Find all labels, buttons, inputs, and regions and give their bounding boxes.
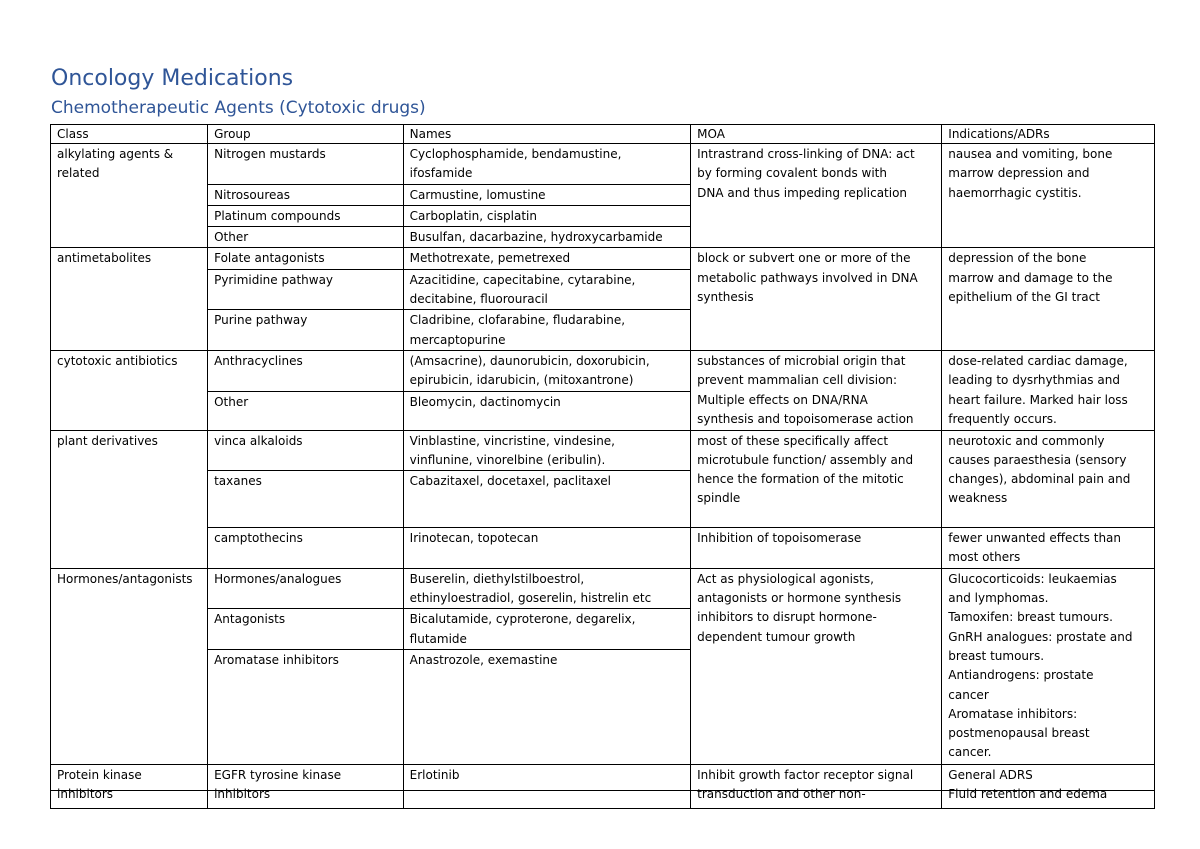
names-cell: Carboplatin, cisplatin xyxy=(403,205,690,226)
names-cell: Vinblastine, vincristine, vindesine, vinflunine, vinorelbine (eribulin). xyxy=(403,430,690,471)
names-cell: Erlotinib xyxy=(403,764,690,808)
adrs-cell: nausea and vomiting, bone marrow depression and haemorrhagic cystitis. xyxy=(942,144,1155,248)
group-cell: Anthracyclines xyxy=(208,350,404,391)
group-cell: Other xyxy=(208,227,404,248)
group-cell: Antagonists xyxy=(208,609,404,650)
document-subtitle: Chemotherapeutic Agents (Cytotoxic drugs) xyxy=(51,98,426,118)
group-cell: Other xyxy=(208,391,404,430)
adrs-cell: dose-related cardiac damage, leading to dysrhythmias and heart failure. Marked hair loss frequently occurs. xyxy=(942,350,1155,430)
group-cell: Aromatase inhibitors xyxy=(208,649,404,764)
group-cell: Platinum compounds xyxy=(208,205,404,226)
group-cell: Hormones/analogues xyxy=(208,568,404,609)
table-row xyxy=(51,430,1155,471)
group-cell: vinca alkaloids xyxy=(208,430,404,471)
names-cell: Cladribine, clofarabine, fludarabine, mercaptopurine xyxy=(403,310,690,351)
table-header-row xyxy=(51,125,1155,144)
names-cell: Buserelin, diethylstilboestrol, ethinyloestradiol, goserelin, histrelin etc xyxy=(403,568,690,609)
class-cell: Protein kinase inhibitors xyxy=(51,764,208,808)
group-cell: Nitrogen mustards xyxy=(208,144,404,185)
group-cell: taxanes xyxy=(208,471,404,528)
moa-cell: Act as physiological agonists, antagonists or hormone synthesis inhibitors to disrupt hormone- dependent tumour growth xyxy=(691,568,942,764)
medications-table-wrapper xyxy=(50,124,1155,802)
names-cell: Carmustine, lomustine xyxy=(403,184,690,205)
moa-cell: substances of microbial origin that prevent mammalian cell division: Multiple effects on DNA/RNA synthesis and topoisomerase action xyxy=(691,350,942,430)
names-cell: Methotrexate, pemetrexed xyxy=(403,248,690,269)
adrs-cell: fewer unwanted effects than most others xyxy=(942,528,1155,569)
group-cell: camptothecins xyxy=(208,528,404,569)
group-cell: Pyrimidine pathway xyxy=(208,269,404,310)
class-cell: alkylating agents & related xyxy=(51,144,208,248)
table-row xyxy=(51,568,1155,609)
adrs-cell: neurotoxic and commonly causes paraesthesia (sensory changes), abdominal pain and weakness xyxy=(942,430,1155,528)
class-cell: plant derivatives xyxy=(51,430,208,568)
header-indications-adrs: Indications/ADRs xyxy=(942,125,1155,144)
group-cell: Folate antagonists xyxy=(208,248,404,269)
moa-cell: Inhibit growth factor receptor signal transduction and other non- xyxy=(691,764,942,808)
table-row xyxy=(51,528,1155,569)
class-cell: antimetabolites xyxy=(51,248,208,350)
adrs-cell: Glucocorticoids: leukaemias and lymphomas. Tamoxifen: breast tumours. GnRH analogues: prostate and breast tumours. Antiandrogens: prostate cancer Aromatase inhibitors: postmenopausal breast cancer. xyxy=(942,568,1155,764)
adrs-cell: depression of the bone marrow and damage to the epithelium of the GI tract xyxy=(942,248,1155,350)
group-cell: EGFR tyrosine kinase inhibitors xyxy=(208,764,404,808)
names-cell: Cyclophosphamide, bendamustine, ifosfamide xyxy=(403,144,690,185)
header-moa: MOA xyxy=(691,125,942,144)
moa-cell: block or subvert one or more of the metabolic pathways involved in DNA synthesis xyxy=(691,248,942,350)
group-cell: Nitrosoureas xyxy=(208,184,404,205)
names-cell: Anastrozole, exemastine xyxy=(403,649,690,764)
names-cell: Busulfan, dacarbazine, hydroxycarbamide xyxy=(403,227,690,248)
adrs-cell: General ADRS Fluid retention and edema xyxy=(942,764,1155,808)
names-cell: Cabazitaxel, docetaxel, paclitaxel xyxy=(403,471,690,528)
table-row xyxy=(51,248,1155,269)
names-cell: Irinotecan, topotecan xyxy=(403,528,690,569)
document-title: Oncology Medications xyxy=(51,66,294,91)
table-row xyxy=(51,764,1155,808)
class-cell: Hormones/antagonists xyxy=(51,568,208,764)
header-class: Class xyxy=(51,125,208,144)
medications-table xyxy=(50,124,1155,809)
class-cell: cytotoxic antibiotics xyxy=(51,350,208,430)
header-group: Group xyxy=(208,125,404,144)
names-cell: Bicalutamide, cyproterone, degarelix, flutamide xyxy=(403,609,690,650)
moa-cell: most of these specifically affect microtubule function/ assembly and hence the formation of the mitotic spindle xyxy=(691,430,942,528)
table-row xyxy=(51,144,1155,185)
moa-cell: Inhibition of topoisomerase xyxy=(691,528,942,569)
names-cell: Azacitidine, capecitabine, cytarabine, decitabine, fluorouracil xyxy=(403,269,690,310)
group-cell: Purine pathway xyxy=(208,310,404,351)
table-row xyxy=(51,350,1155,391)
names-cell: (Amsacrine), daunorubicin, doxorubicin, epirubicin, idarubicin, (mitoxantrone) xyxy=(403,350,690,391)
moa-cell: Intrastrand cross-linking of DNA: act by forming covalent bonds with DNA and thus impeding replication xyxy=(691,144,942,248)
names-cell: Bleomycin, dactinomycin xyxy=(403,391,690,430)
header-names: Names xyxy=(403,125,690,144)
